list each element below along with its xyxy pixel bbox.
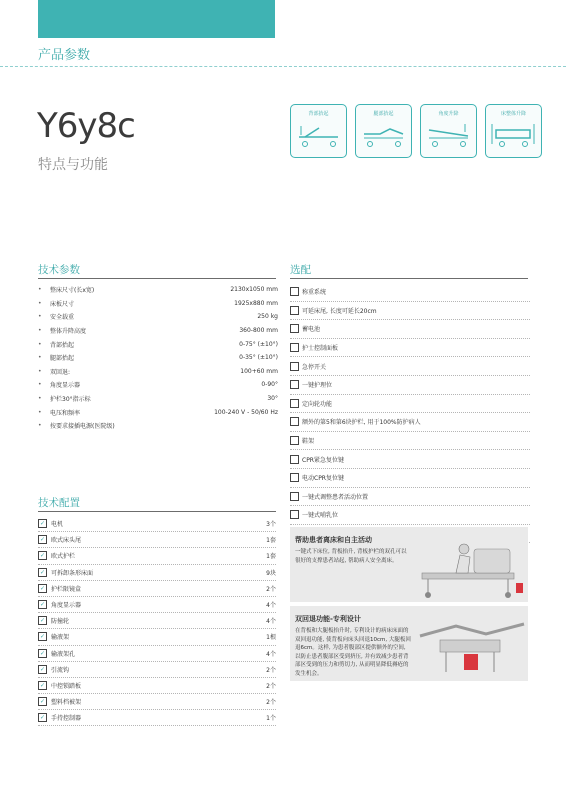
product-subtitle: 特点与功能 <box>38 157 108 173</box>
config-item: ✓ 引流钩 2个 <box>38 662 276 678</box>
tech-params-heading: 技术参数 <box>38 264 80 276</box>
check-icon: ✓ <box>39 665 46 673</box>
checkbox[interactable] <box>290 436 299 445</box>
checkbox[interactable] <box>290 324 299 333</box>
checkbox[interactable] <box>290 287 299 296</box>
feature-icon-label: 背部抬起 <box>308 111 329 117</box>
option-item: 急停开关 <box>290 357 530 376</box>
spec-row: • 按要求接插电源(医院级) <box>38 422 115 431</box>
check-icon: ✓ <box>39 536 46 544</box>
section-title: 产品参数 <box>38 48 91 63</box>
option-item: 一键护理位 <box>290 376 530 395</box>
check-icon: ✓ <box>39 649 46 657</box>
check-icon: ✓ <box>39 601 46 609</box>
tech-config-heading: 技术配置 <box>38 497 80 509</box>
divider <box>0 66 566 67</box>
feature-description: 在背板和大腿板抬升时, 专利设计的病床床面的双回退功能, 使背板向床头回退10cm, 大腿板回退6cm。这样, 为患者腹部区提供额外的空间, 以防止患者腹部区受到挤压, 并有效减少患者背部区受到的压力和剪切力, 从而明显降低褥疮的发生机会。 <box>295 628 411 677</box>
option-item: 额外的第5和第6块护栏, 用于100%防护病人 <box>290 413 530 432</box>
header-bar <box>38 0 275 38</box>
options-heading: 选配 <box>290 264 311 276</box>
spec-row: • 整床尺寸(长x宽) 2130x1050 mm <box>38 286 278 295</box>
option-item: 护士控制面板 <box>290 339 530 358</box>
spec-row: • 双回退: 100+60 mm <box>38 367 278 376</box>
option-item: 一键式调整患者活动位置 <box>290 488 530 507</box>
spec-row: • 背部抬起 0-75° (±10°) <box>38 340 278 349</box>
check-icon: ✓ <box>39 698 46 706</box>
option-item: 可延床尾, 长度可延长20cm <box>290 302 530 321</box>
checkbox[interactable] <box>290 362 299 371</box>
checkbox[interactable] <box>290 492 299 501</box>
spec-row: • 整体升降高度 360-800 mm <box>38 327 278 336</box>
tech-config-rule <box>38 511 276 512</box>
product-model: Y6y8c <box>37 106 135 146</box>
feature-panel-double-retraction <box>290 606 528 681</box>
config-item: ✓ 塑料档被架 2个 <box>38 694 276 710</box>
angle-lift-icon <box>425 120 472 150</box>
backrest-raise-icon <box>295 120 342 150</box>
config-item: ✓ 输液架孔 4个 <box>38 646 276 662</box>
feature-title: 双回退功能-专利设计 <box>295 615 361 623</box>
height-lift-icon <box>490 120 537 150</box>
spec-row: • 护栏30°指示标 30° <box>38 395 278 404</box>
spec-row: • 电压和频率 100-240 V - 50/60 Hz <box>38 408 278 417</box>
config-item: ✓ 电机 3个 <box>38 516 276 532</box>
option-item: CPR紧急复位键 <box>290 450 530 469</box>
feature-icon-label: 角度升降 <box>438 111 459 117</box>
feature-icon-card <box>485 104 542 158</box>
feature-description: 一键式下床位, 背板抬升, 背板护栏的双孔可以很好的支撑患者站起, 帮助病人安全离床。 <box>295 549 407 564</box>
tech-params-rule <box>38 278 276 279</box>
checkbox[interactable] <box>290 455 299 464</box>
option-item: 定向轮功能 <box>290 395 530 414</box>
spec-row: • 角度显示器 0-90° <box>38 381 278 390</box>
checkbox[interactable] <box>290 510 299 519</box>
feature-icon-label: 床整体升降 <box>500 111 526 117</box>
double-retraction-illustration <box>416 606 528 681</box>
option-item: 鞋架 <box>290 432 530 451</box>
options-rule <box>290 278 528 279</box>
check-icon: ✓ <box>39 617 46 625</box>
feature-icon-card <box>355 104 412 158</box>
checkbox[interactable] <box>290 380 299 389</box>
config-item: ✓ 欧式床头尾 1套 <box>38 532 276 548</box>
feature-icon-card <box>420 104 477 158</box>
options-list <box>290 283 530 543</box>
leg-raise-icon <box>360 120 407 150</box>
config-item: ✓ 防撞轮 4个 <box>38 613 276 629</box>
option-item: 电动CPR复位键 <box>290 469 530 488</box>
tech-params-list <box>38 283 278 433</box>
option-item: 一键式哺乳位 <box>290 506 530 525</box>
config-item: ✓ 输液架 1根 <box>38 629 276 645</box>
spec-row: • 安全载重 250 kg <box>38 313 278 322</box>
option-item: 蓄电池 <box>290 320 530 339</box>
patient-exit-illustration <box>416 527 528 602</box>
check-icon: ✓ <box>39 584 46 592</box>
checkbox[interactable] <box>290 417 299 426</box>
checkbox[interactable] <box>290 343 299 352</box>
feature-title: 帮助患者离床和自主活动 <box>295 536 372 544</box>
check-icon: ✓ <box>39 552 46 560</box>
spec-row: • 腿部抬起 0-35° (±10°) <box>38 354 278 363</box>
config-item: ✓ 中控锁踏板 2个 <box>38 678 276 694</box>
check-icon: ✓ <box>39 681 46 689</box>
tech-config-list <box>38 516 276 726</box>
config-item: ✓ 可拆卸条形床面 9块 <box>38 565 276 581</box>
checkbox[interactable] <box>290 473 299 482</box>
check-icon: ✓ <box>39 714 46 722</box>
config-item: ✓ 护栏限镜盒 2个 <box>38 581 276 597</box>
spec-row: • 床板尺寸 1925x880 mm <box>38 299 278 308</box>
feature-icon-label: 腿部抬起 <box>373 111 394 117</box>
checkbox[interactable] <box>290 399 299 408</box>
check-icon: ✓ <box>39 633 46 641</box>
config-item: ✓ 欧式护栏 1套 <box>38 548 276 564</box>
check-icon: ✓ <box>39 568 46 576</box>
config-item: ✓ 手持控制器 1个 <box>38 710 276 726</box>
checkbox[interactable] <box>290 306 299 315</box>
option-item: 称重系统 <box>290 283 530 302</box>
check-icon: ✓ <box>39 520 46 528</box>
config-item: ✓ 角度显示器 4个 <box>38 597 276 613</box>
feature-icon-card <box>290 104 347 158</box>
feature-icons <box>290 104 542 158</box>
feature-panel-exit-assist <box>290 527 528 602</box>
